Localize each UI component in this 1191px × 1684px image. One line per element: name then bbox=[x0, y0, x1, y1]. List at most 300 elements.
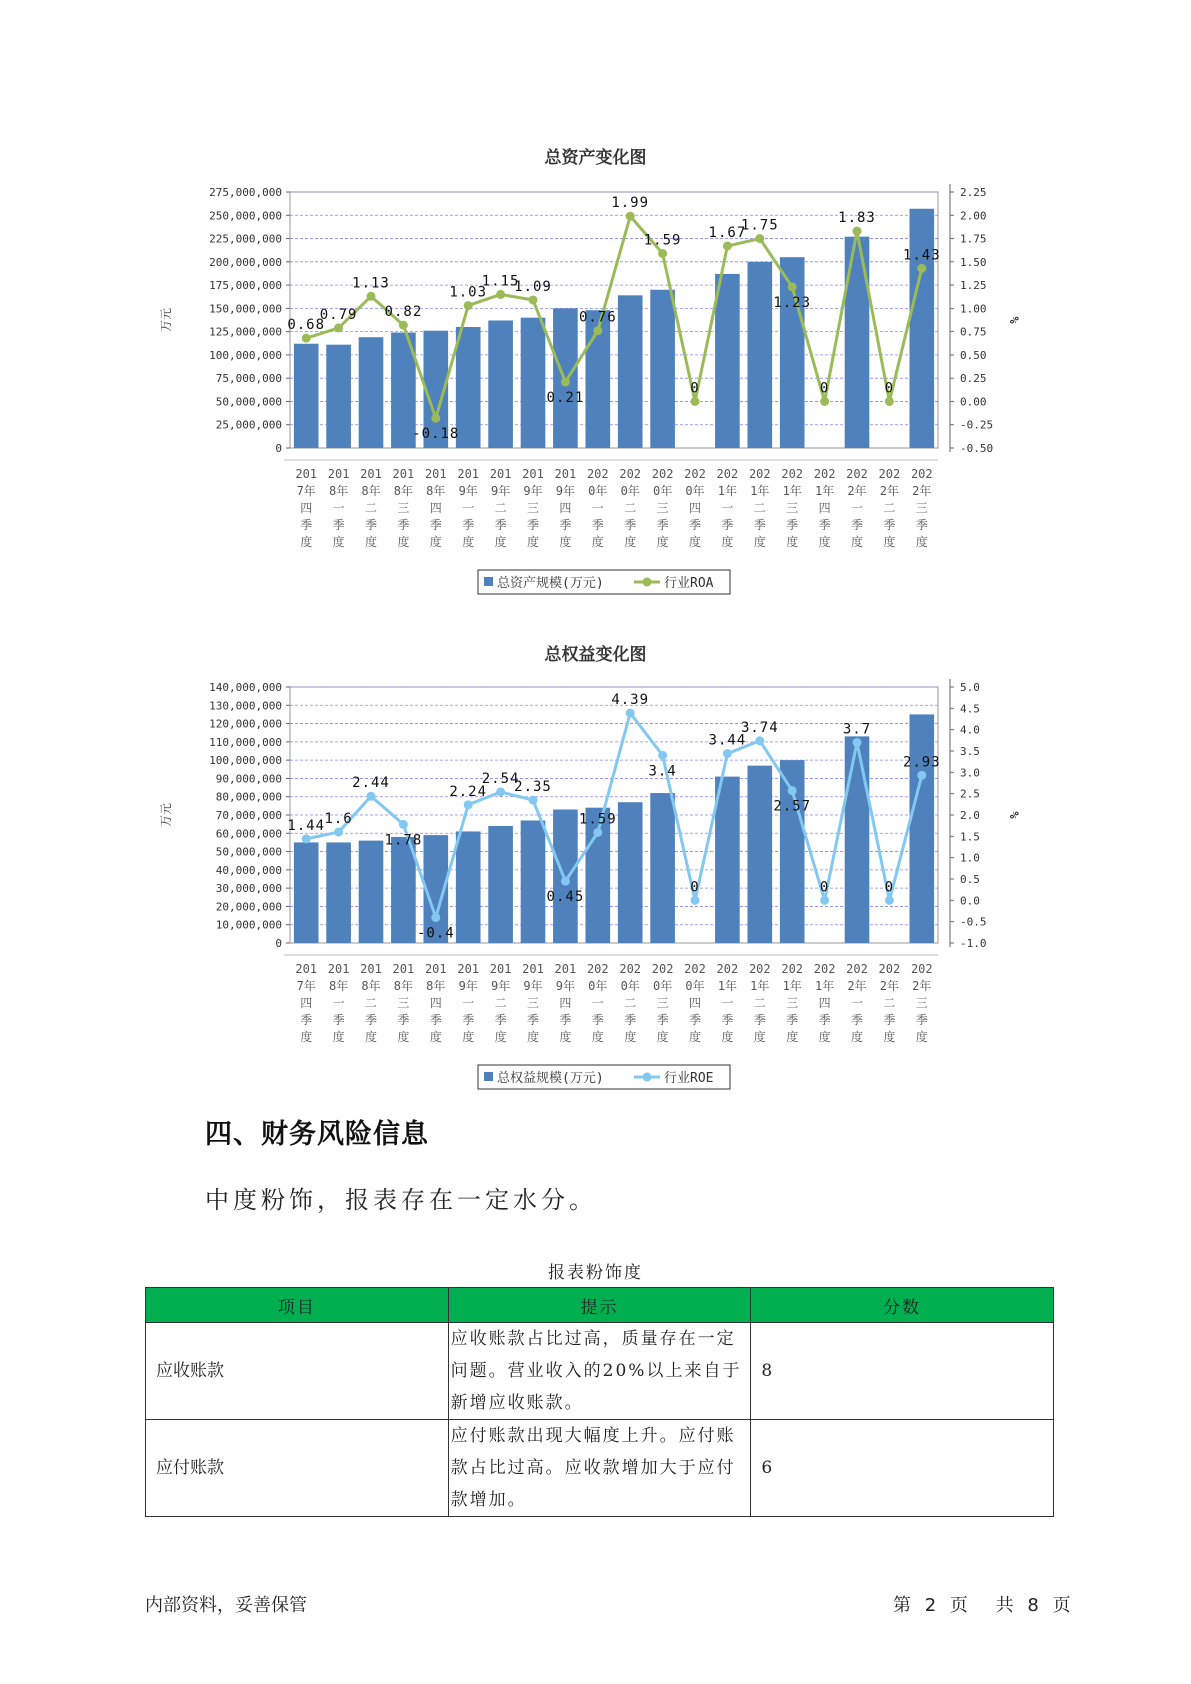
x-tick-label: 一 bbox=[850, 501, 864, 515]
data-label: 0 bbox=[690, 879, 700, 896]
line-point bbox=[399, 820, 408, 829]
x-tick-label: 202 bbox=[684, 962, 706, 976]
x-tick-label: 9年 bbox=[490, 979, 511, 993]
table-row bbox=[146, 1323, 1054, 1420]
line-point bbox=[334, 828, 343, 837]
data-label: 1.43 bbox=[902, 247, 941, 264]
chart-title-equity: 总权益变化图 bbox=[544, 645, 647, 665]
x-tick-label: 0年 bbox=[685, 484, 705, 498]
x-tick-label: 四 bbox=[300, 996, 313, 1010]
y2-tick-label: 0.25 bbox=[960, 372, 987, 386]
line-point bbox=[788, 282, 797, 291]
y-tick-label: 150,000,000 bbox=[209, 302, 282, 316]
x-tick-label: 一 bbox=[721, 501, 734, 515]
y-tick-label: 175,000,000 bbox=[209, 279, 282, 293]
x-tick-label: 四 bbox=[300, 501, 313, 515]
x-tick-label: 201 bbox=[489, 467, 512, 481]
line-point bbox=[885, 397, 894, 406]
x-tick-label: 季 bbox=[494, 1013, 507, 1027]
x-tick-label: 一 bbox=[462, 996, 475, 1010]
y2-tick-label: 1.00 bbox=[960, 302, 987, 316]
x-tick-label: 季 bbox=[559, 1013, 572, 1027]
x-tick-label: 度 bbox=[850, 535, 864, 549]
x-tick-label: 二 bbox=[364, 996, 378, 1010]
x-tick-label: 9年 bbox=[458, 484, 478, 498]
x-tick-label: 度 bbox=[850, 1030, 864, 1044]
x-tick-label: 201 bbox=[457, 962, 480, 976]
data-label: 0.21 bbox=[546, 389, 585, 406]
bar bbox=[845, 736, 870, 943]
y-tick-label: 60,000,000 bbox=[215, 827, 282, 841]
x-tick-label: 二 bbox=[624, 501, 637, 515]
x-tick-label: 202 bbox=[748, 962, 771, 976]
x-tick-label: 202 bbox=[878, 962, 901, 976]
y-tick-label: 75,000,000 bbox=[215, 372, 282, 386]
x-tick-label: 季 bbox=[786, 1013, 799, 1027]
bar bbox=[326, 842, 351, 943]
bar bbox=[618, 802, 643, 943]
bar bbox=[326, 345, 351, 448]
data-label: 0 bbox=[884, 879, 895, 896]
x-tick-label: 季 bbox=[462, 518, 475, 532]
x-tick-label: 7年 bbox=[296, 484, 316, 498]
x-tick-label: 202 bbox=[846, 467, 868, 481]
page-prefix: 第 bbox=[893, 1595, 911, 1616]
y-tick-label: 0 bbox=[275, 937, 282, 950]
y-axis-title: 万元 bbox=[159, 802, 173, 828]
x-tick-label: 度 bbox=[559, 1030, 572, 1044]
x-tick-label: 度 bbox=[656, 1030, 669, 1044]
x-tick-label: 季 bbox=[300, 518, 313, 532]
y2-tick-label: 1.75 bbox=[960, 232, 987, 246]
x-tick-label: 一 bbox=[332, 501, 345, 515]
x-tick-label: 二 bbox=[883, 996, 896, 1010]
line-point bbox=[820, 896, 829, 905]
y2-tick-label: 2.5 bbox=[960, 787, 980, 801]
line-point bbox=[302, 334, 311, 343]
x-tick-label: 201 bbox=[360, 962, 382, 976]
line-point bbox=[626, 212, 635, 221]
legend-line-marker bbox=[643, 578, 652, 587]
y-tick-label: 120,000,000 bbox=[209, 717, 282, 731]
x-tick-label: 201 bbox=[360, 467, 382, 481]
row-item: 应付账款 bbox=[146, 1420, 449, 1517]
x-tick-label: 9年 bbox=[490, 484, 511, 498]
x-tick-label: 三 bbox=[656, 996, 669, 1010]
x-tick-label: 1年 bbox=[717, 979, 738, 993]
x-tick-label: 季 bbox=[656, 518, 669, 532]
x-tick-label: 202 bbox=[910, 467, 933, 481]
x-tick-label: 四 bbox=[688, 996, 702, 1010]
line-point bbox=[464, 301, 473, 310]
data-label: 0.45 bbox=[546, 889, 585, 906]
x-tick-label: 季 bbox=[656, 1013, 669, 1027]
bar bbox=[909, 209, 934, 448]
x-tick-label: 季 bbox=[850, 518, 864, 532]
line-point bbox=[723, 241, 732, 250]
x-tick-label: 度 bbox=[332, 535, 345, 549]
x-tick-label: 201 bbox=[392, 467, 415, 481]
y2-axis-title: % bbox=[1007, 316, 1021, 324]
x-tick-label: 四 bbox=[688, 501, 702, 515]
legend-bar-label: 总权益规模(万元) bbox=[497, 1071, 604, 1086]
y2-tick-label: 1.50 bbox=[960, 255, 987, 269]
y2-tick-label: 0.5 bbox=[960, 873, 980, 886]
line-point bbox=[755, 736, 764, 745]
x-tick-label: 0年 bbox=[620, 484, 640, 498]
x-tick-label: 季 bbox=[429, 1013, 442, 1027]
y2-tick-label: 0.0 bbox=[960, 894, 980, 908]
x-tick-label: 季 bbox=[688, 518, 702, 532]
x-tick-label: 度 bbox=[786, 535, 799, 549]
x-tick-label: 度 bbox=[915, 535, 928, 549]
x-tick-label: 度 bbox=[397, 1030, 410, 1044]
x-tick-label: 季 bbox=[526, 518, 540, 532]
data-label: 1.59 bbox=[578, 811, 617, 828]
x-tick-label: 三 bbox=[915, 996, 928, 1010]
page-current: 2 bbox=[924, 1595, 937, 1616]
x-tick-label: 度 bbox=[818, 535, 831, 549]
x-tick-label: 2年 bbox=[879, 484, 900, 498]
x-tick-label: 二 bbox=[624, 996, 637, 1010]
equity-chart bbox=[0, 675, 1191, 1105]
x-tick-label: 三 bbox=[786, 996, 799, 1010]
y2-tick-label: 2.0 bbox=[960, 809, 980, 822]
data-label: 3.4 bbox=[648, 763, 677, 780]
x-tick-label: 度 bbox=[591, 1030, 604, 1044]
x-tick-label: 0年 bbox=[685, 979, 705, 993]
bar bbox=[488, 320, 513, 448]
data-label: 1.75 bbox=[740, 217, 779, 234]
x-tick-label: 202 bbox=[619, 962, 642, 976]
x-tick-label: 季 bbox=[818, 518, 831, 532]
table-row bbox=[146, 1420, 1054, 1517]
x-tick-label: 202 bbox=[684, 467, 706, 481]
bar bbox=[456, 327, 481, 448]
y2-tick-label: 5.0 bbox=[960, 681, 980, 694]
x-tick-label: 2年 bbox=[912, 484, 932, 498]
x-tick-label: 四 bbox=[559, 996, 572, 1010]
x-tick-label: 201 bbox=[327, 467, 350, 481]
x-tick-label: 度 bbox=[462, 1030, 475, 1044]
y2-tick-label: 1.25 bbox=[960, 279, 987, 293]
bar bbox=[521, 820, 546, 943]
y2-tick-label: 4.5 bbox=[960, 702, 980, 716]
data-label: 3.74 bbox=[740, 719, 779, 736]
x-tick-label: 一 bbox=[591, 996, 604, 1010]
y-tick-label: 70,000,000 bbox=[215, 809, 282, 822]
line-point bbox=[367, 292, 376, 301]
y-tick-label: 200,000,000 bbox=[209, 255, 282, 269]
data-label: 1.09 bbox=[514, 278, 552, 295]
x-tick-label: 201 bbox=[424, 962, 447, 976]
x-tick-label: 一 bbox=[591, 501, 604, 515]
row-hint: 应付账款出现大幅度上升。应付账款占比过高。应收款增加大于应付款增加。 bbox=[448, 1420, 751, 1517]
x-tick-label: 季 bbox=[624, 1013, 637, 1027]
y2-tick-label: 1.5 bbox=[960, 830, 980, 844]
x-tick-label: 度 bbox=[753, 535, 766, 549]
x-tick-label: 9年 bbox=[555, 484, 576, 498]
bar bbox=[845, 237, 870, 448]
data-label: -0.4 bbox=[416, 925, 455, 942]
x-tick-label: 四 bbox=[818, 996, 831, 1010]
x-tick-label: 度 bbox=[397, 535, 410, 549]
x-tick-label: 一 bbox=[332, 996, 345, 1010]
line-point bbox=[691, 896, 700, 905]
data-label: 1.44 bbox=[287, 817, 326, 834]
x-tick-label: 度 bbox=[883, 535, 896, 549]
legend-bar-swatch bbox=[484, 577, 493, 586]
x-tick-label: 度 bbox=[332, 1030, 345, 1044]
x-tick-label: 季 bbox=[883, 518, 896, 532]
x-tick-label: 度 bbox=[462, 535, 475, 549]
x-tick-label: 一 bbox=[850, 996, 864, 1010]
line-point bbox=[593, 828, 602, 837]
y2-tick-label: 0.75 bbox=[960, 325, 987, 339]
line-point bbox=[788, 786, 797, 795]
x-tick-label: 201 bbox=[424, 467, 447, 481]
x-tick-label: 201 bbox=[295, 962, 318, 976]
x-tick-label: 1年 bbox=[782, 484, 802, 498]
x-tick-label: 季 bbox=[915, 1013, 928, 1027]
line-point bbox=[853, 227, 862, 236]
y-tick-label: 30,000,000 bbox=[215, 882, 282, 896]
x-tick-label: 202 bbox=[716, 962, 739, 976]
row-hint: 应收账款占比过高，质量存在一定问题。营业收入的20%以上来自于新增应收账款。 bbox=[448, 1323, 751, 1420]
bar bbox=[650, 290, 675, 448]
line-point bbox=[658, 249, 667, 258]
y-tick-label: 225,000,000 bbox=[209, 232, 282, 246]
y-tick-label: 25,000,000 bbox=[215, 418, 282, 432]
line-point bbox=[529, 295, 538, 304]
data-label: 0.79 bbox=[319, 306, 358, 323]
bar bbox=[294, 344, 319, 448]
x-tick-label: 度 bbox=[688, 535, 702, 549]
x-tick-label: 二 bbox=[883, 501, 896, 515]
x-tick-label: 201 bbox=[392, 962, 415, 976]
line-point bbox=[302, 834, 311, 843]
bar bbox=[553, 810, 578, 943]
y2-tick-label: 3.0 bbox=[960, 766, 980, 780]
chart-title-assets: 总资产变化图 bbox=[544, 148, 647, 168]
x-tick-label: 季 bbox=[332, 1013, 345, 1027]
line-point bbox=[917, 264, 926, 273]
x-tick-label: 202 bbox=[781, 962, 804, 976]
bar bbox=[456, 831, 481, 943]
line-point bbox=[561, 877, 570, 886]
x-tick-label: 季 bbox=[818, 1013, 831, 1027]
row-score: 8 bbox=[751, 1323, 1054, 1420]
x-tick-label: 季 bbox=[462, 1013, 475, 1027]
x-tick-label: 度 bbox=[915, 1030, 928, 1044]
x-tick-label: 季 bbox=[364, 518, 378, 532]
x-tick-label: 度 bbox=[624, 535, 637, 549]
bar bbox=[909, 714, 934, 943]
x-tick-label: 度 bbox=[656, 535, 669, 549]
y2-tick-label: 0.50 bbox=[960, 348, 987, 362]
y-tick-label: 20,000,000 bbox=[215, 900, 282, 914]
data-label: 1.83 bbox=[838, 210, 876, 227]
x-tick-label: 度 bbox=[624, 1030, 637, 1044]
x-tick-label: 季 bbox=[332, 518, 345, 532]
risk-table bbox=[145, 1287, 1054, 1517]
y-tick-label: 250,000,000 bbox=[209, 209, 282, 223]
x-tick-label: 9年 bbox=[555, 979, 576, 993]
x-tick-label: 202 bbox=[813, 962, 836, 976]
data-label: 1.23 bbox=[773, 294, 812, 311]
section-paragraph: 中度粉饰，报表存在一定水分。 bbox=[205, 1186, 597, 1214]
line-point bbox=[658, 751, 667, 760]
x-tick-label: 季 bbox=[688, 1013, 702, 1027]
page-total: 8 bbox=[1027, 1595, 1039, 1616]
bar bbox=[488, 826, 513, 943]
x-tick-label: 1年 bbox=[717, 484, 738, 498]
x-tick-label: 季 bbox=[397, 518, 410, 532]
x-tick-label: 季 bbox=[591, 1013, 604, 1027]
x-tick-label: 季 bbox=[526, 1013, 540, 1027]
x-tick-label: 8年 bbox=[426, 979, 446, 993]
x-tick-label: 201 bbox=[457, 467, 480, 481]
y2-tick-label: 0.00 bbox=[960, 395, 987, 409]
data-label: 1.13 bbox=[352, 275, 390, 292]
x-tick-label: 季 bbox=[753, 1013, 766, 1027]
y-tick-label: 10,000,000 bbox=[215, 918, 282, 932]
x-tick-label: 0年 bbox=[620, 979, 640, 993]
bar bbox=[715, 274, 740, 448]
y-tick-label: 0 bbox=[275, 442, 282, 455]
total-prefix: 共 bbox=[995, 1595, 1014, 1616]
y2-tick-label: 2.25 bbox=[960, 186, 987, 199]
x-tick-label: 季 bbox=[559, 518, 572, 532]
x-tick-label: 9年 bbox=[458, 979, 478, 993]
x-tick-label: 度 bbox=[883, 1030, 896, 1044]
bar bbox=[618, 295, 643, 448]
total-unit: 页 bbox=[1052, 1595, 1071, 1616]
line-point bbox=[431, 414, 440, 423]
x-tick-label: 度 bbox=[688, 1030, 702, 1044]
line-point bbox=[334, 323, 343, 332]
x-tick-label: 一 bbox=[721, 996, 734, 1010]
x-tick-label: 8年 bbox=[361, 979, 381, 993]
x-tick-label: 四 bbox=[559, 501, 572, 515]
y-tick-label: 50,000,000 bbox=[215, 845, 282, 859]
bar bbox=[521, 318, 546, 448]
x-tick-label: 2年 bbox=[847, 979, 867, 993]
y2-axis-title: % bbox=[1007, 811, 1021, 819]
x-tick-label: 度 bbox=[300, 535, 313, 549]
x-tick-label: 1年 bbox=[814, 979, 835, 993]
x-tick-label: 度 bbox=[526, 535, 540, 549]
x-tick-label: 季 bbox=[591, 518, 604, 532]
line-point bbox=[917, 771, 926, 780]
x-tick-label: 季 bbox=[429, 518, 442, 532]
x-tick-label: 季 bbox=[721, 518, 734, 532]
x-tick-label: 度 bbox=[364, 1030, 378, 1044]
y2-tick-label: -0.50 bbox=[960, 442, 994, 455]
data-label: 1.99 bbox=[611, 195, 650, 212]
x-tick-label: 季 bbox=[850, 1013, 864, 1027]
x-tick-label: 四 bbox=[429, 501, 442, 515]
data-label: 3.7 bbox=[842, 721, 872, 738]
section-heading: 四、财务风险信息 bbox=[205, 1119, 429, 1150]
x-tick-label: 季 bbox=[721, 1013, 734, 1027]
x-tick-label: 二 bbox=[364, 501, 378, 515]
row-score: 6 bbox=[751, 1420, 1054, 1517]
y-tick-label: 100,000,000 bbox=[209, 754, 282, 768]
legend-bar-label: 总资产规模(万元) bbox=[497, 576, 604, 591]
x-tick-label: 202 bbox=[910, 962, 933, 976]
header-item: 项目 bbox=[146, 1288, 449, 1323]
data-label: 1.03 bbox=[449, 284, 488, 301]
row-item: 应收账款 bbox=[146, 1323, 449, 1420]
x-tick-label: 度 bbox=[429, 1030, 442, 1044]
y2-tick-label: -0.25 bbox=[960, 418, 994, 432]
x-tick-label: 9年 bbox=[523, 484, 543, 498]
bar bbox=[715, 777, 740, 943]
x-tick-label: 三 bbox=[786, 501, 799, 515]
data-label: 0.76 bbox=[578, 309, 617, 326]
x-tick-label: 202 bbox=[748, 467, 771, 481]
bar bbox=[747, 262, 772, 448]
y-tick-label: 40,000,000 bbox=[215, 863, 282, 877]
x-tick-label: 三 bbox=[526, 501, 540, 515]
line-point bbox=[853, 738, 862, 747]
data-label: 0 bbox=[884, 380, 895, 397]
data-label: 2.35 bbox=[514, 779, 552, 796]
legend-bar-swatch bbox=[484, 1072, 493, 1081]
y2-tick-label: -0.5 bbox=[960, 915, 987, 929]
x-tick-label: 202 bbox=[651, 467, 674, 481]
line-point bbox=[626, 709, 635, 718]
bar bbox=[294, 842, 319, 943]
x-tick-label: 四 bbox=[429, 996, 442, 1010]
y2-tick-label: 1.0 bbox=[960, 851, 980, 865]
data-label: 2.24 bbox=[449, 783, 488, 800]
x-tick-label: 度 bbox=[753, 1030, 766, 1044]
x-tick-label: 9年 bbox=[523, 979, 543, 993]
x-tick-label: 二 bbox=[753, 501, 766, 515]
header-score: 分数 bbox=[751, 1288, 1054, 1323]
data-label: 2.57 bbox=[773, 798, 812, 815]
line-point bbox=[431, 913, 440, 922]
y-tick-label: 130,000,000 bbox=[209, 699, 282, 713]
assets-chart bbox=[0, 180, 1191, 620]
line-point bbox=[755, 234, 764, 243]
x-tick-label: 0年 bbox=[588, 484, 608, 498]
data-label: 0.68 bbox=[287, 317, 326, 334]
x-tick-label: 度 bbox=[591, 535, 604, 549]
line-point bbox=[561, 377, 570, 386]
x-tick-label: 202 bbox=[586, 962, 609, 976]
x-tick-label: 2年 bbox=[847, 484, 867, 498]
y-tick-label: 275,000,000 bbox=[209, 186, 282, 199]
data-label: 2.44 bbox=[352, 775, 390, 792]
x-tick-label: 度 bbox=[494, 535, 507, 549]
x-tick-label: 度 bbox=[526, 1030, 540, 1044]
footer-confidential: 内部资料，妥善保管 bbox=[145, 1595, 307, 1616]
x-tick-label: 2年 bbox=[879, 979, 900, 993]
x-tick-label: 度 bbox=[818, 1030, 831, 1044]
x-tick-label: 202 bbox=[878, 467, 901, 481]
y-tick-label: 140,000,000 bbox=[209, 681, 282, 694]
legend-line-label: 行业ROE bbox=[664, 1071, 714, 1086]
data-label: 1.78 bbox=[384, 832, 423, 849]
line-point bbox=[691, 397, 700, 406]
line-point bbox=[464, 800, 473, 809]
y2-tick-label: -1.0 bbox=[960, 937, 987, 950]
x-tick-label: 二 bbox=[494, 996, 507, 1010]
line-point bbox=[399, 321, 408, 330]
